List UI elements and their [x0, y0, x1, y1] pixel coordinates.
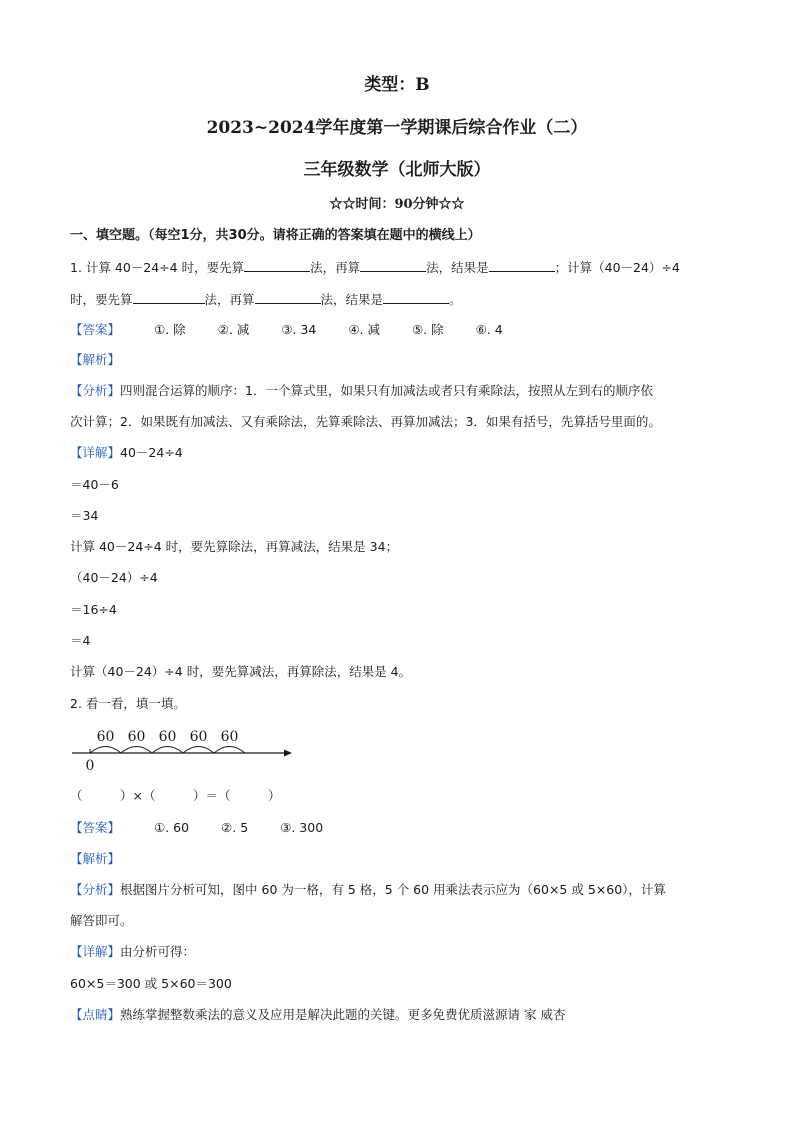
- q1-answer-line: [70, 320, 503, 338]
- q1-detail-4: 计算 40－24÷4 时，要先算除法，再算减法，结果是 34；: [70, 539, 399, 554]
- jump-arc: [121, 747, 152, 754]
- jump-label: 60: [96, 729, 115, 745]
- jump-label: 60: [189, 729, 208, 745]
- jump-arc: [152, 747, 183, 754]
- q1-detail-6: ＝16÷4: [70, 602, 117, 617]
- section-heading: 一、填空题。（每空1分，共30分。请将正确的答案填在题中的横线上）: [70, 228, 481, 243]
- q1-answer-2: ②. 减: [217, 322, 250, 337]
- q1-blank-3[interactable]: [489, 257, 555, 272]
- q1-blank-1[interactable]: [244, 257, 310, 272]
- q2-detail-1: 【详解】由分析可得：: [70, 944, 196, 959]
- q2-fill-line: （ ）×（ ）＝（ ）: [70, 788, 281, 803]
- document-subtitle: 三年级数学（北师大版）: [303, 160, 491, 180]
- jump-label: 60: [127, 729, 146, 745]
- zero-label: 0: [85, 758, 95, 774]
- q1-analysis-label: 【解析】: [70, 352, 121, 367]
- q1-fenxi-2: 次计算；2．如果既有加减法、又有乘除法，先算乘除法、再算加减法；3．如果有括号，先算括号里面的。: [70, 414, 661, 429]
- q2-answer-2: ②. 5: [221, 820, 249, 835]
- q1-blank-2[interactable]: [360, 257, 426, 272]
- q1-blank-5[interactable]: [255, 289, 321, 304]
- q1-detail-7: ＝4: [70, 633, 91, 648]
- type-label: 类型：B: [364, 75, 430, 95]
- arrow-head-icon: [284, 750, 292, 757]
- q1-blank-4[interactable]: [133, 289, 205, 304]
- document-title: 2023~2024学年度第一学期课后综合作业（二）: [206, 118, 588, 138]
- q1-blank-6[interactable]: [383, 289, 449, 304]
- q1-line-1: 1. 计算 40－24÷4 时，要先算 法，再算 法，结果是 ；计算（40－24）÷4: [70, 257, 680, 276]
- q2-detail-2: 60×5＝300 或 5×60＝300: [70, 976, 232, 991]
- jump-arc: [214, 747, 245, 754]
- time-limit: ☆☆时间：90分钟☆☆: [329, 197, 465, 212]
- jump-label: 60: [158, 729, 177, 745]
- q1-answer-1: ①. 除: [154, 322, 186, 337]
- jump-arc: [90, 747, 121, 754]
- q1-detail-8: 计算（40－24）÷4 时，要先算减法，再算除法，结果是 4。: [70, 664, 412, 679]
- q1-line-2: 时，要先算 法，再算 法，结果是 。: [70, 289, 462, 308]
- jump-arc: [183, 747, 214, 754]
- q1-answer-3: ③. 34: [281, 322, 317, 337]
- q1-answer-5: ⑤. 除: [411, 322, 444, 337]
- q2-answer-line: [70, 818, 323, 836]
- q2-stem: 2. 看一看，填一填。: [70, 696, 186, 711]
- q2-dianjing: 【点睛】熟练掌握整数乘法的意义及应用是解决此题的关键。更多免费优质滋源请 家 威杏: [70, 1007, 566, 1022]
- q2-answer-3: ③. 300: [280, 820, 324, 835]
- q1-detail-5: （40－24）÷4: [70, 570, 158, 585]
- q1-fenxi-1: 【分析】四则混合运算的顺序：1．一个算式里，如果只有加减法或者只有乘除法，按照从左到右的顺序依: [70, 383, 653, 398]
- q1-detail-3: ＝34: [70, 508, 99, 523]
- q2-answer-1: ①. 60: [154, 820, 190, 835]
- jump-label: 60: [220, 729, 239, 745]
- q1-answer-6: ⑥. 4: [475, 322, 503, 337]
- q2-analysis-label: 【解析】: [70, 851, 121, 866]
- q2-fenxi-1: 【分析】根据图片分析可知，图中 60 为一格，有 5 格，5 个 60 用乘法表示应为（60×5 或 5×60），计算: [70, 882, 666, 897]
- answer-label: 【答案】: [70, 322, 121, 337]
- q2-fenxi-2: 解答即可。: [70, 913, 133, 928]
- answer-label: 【答案】: [70, 820, 121, 835]
- q1-detail-1: 【详解】40－24÷4: [70, 445, 183, 460]
- number-line-figure: [70, 722, 300, 774]
- q1-answer-4: ④. 减: [348, 322, 380, 337]
- q1-detail-2: ＝40－6: [70, 477, 119, 492]
